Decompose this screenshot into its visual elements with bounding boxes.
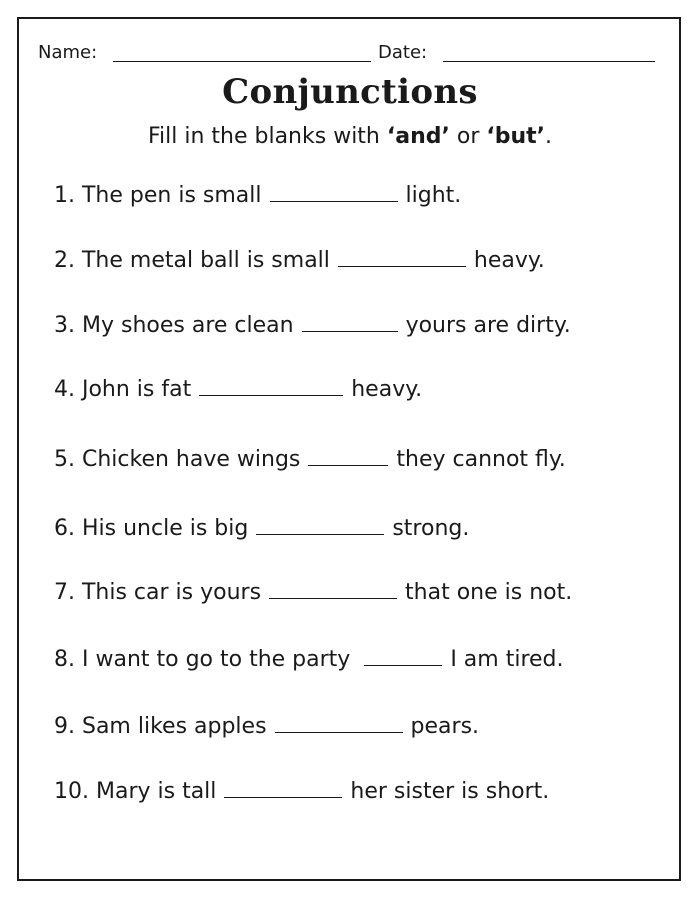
- question-text-end: they cannot fly.: [396, 447, 566, 472]
- question-2: [54, 246, 545, 276]
- question-text-end: heavy.: [351, 377, 423, 402]
- question-text-end: yours are dirty.: [405, 313, 571, 338]
- date-label: Date:: [378, 42, 428, 63]
- question-text: 10. Mary is tall: [54, 779, 217, 804]
- question-1: [54, 181, 461, 211]
- question-10: [54, 777, 549, 807]
- instructions-middle: or: [449, 124, 487, 149]
- question-text-end: I am tired.: [450, 647, 564, 672]
- question-text: 4. John is fat: [54, 377, 192, 402]
- question-8: [54, 645, 564, 675]
- question-text: 7. This car is yours: [54, 580, 262, 605]
- option-and: ‘and’: [386, 124, 450, 149]
- question-text-end: light.: [405, 183, 462, 208]
- question-5: [54, 445, 566, 475]
- question-text-end: pears.: [410, 714, 480, 739]
- question-text-end: that one is not.: [405, 580, 573, 605]
- answer-blank[interactable]: [338, 246, 466, 267]
- question-text: 2. The metal ball is small: [54, 248, 330, 273]
- question-text-end: her sister is short.: [350, 779, 550, 804]
- question-text: 3. My shoes are clean: [54, 313, 294, 338]
- answer-blank[interactable]: [308, 445, 388, 466]
- answer-blank[interactable]: [364, 645, 442, 666]
- question-3: [54, 311, 571, 341]
- instructions: [0, 124, 700, 149]
- instructions-prefix: Fill in the blanks with: [147, 124, 387, 149]
- name-field[interactable]: [113, 61, 371, 62]
- question-9: [54, 712, 479, 742]
- question-text-end: heavy.: [473, 248, 545, 273]
- question-7: [54, 578, 572, 608]
- question-text: 1. The pen is small: [54, 183, 262, 208]
- answer-blank[interactable]: [275, 712, 403, 733]
- name-label: Name:: [38, 42, 98, 63]
- answer-blank[interactable]: [224, 777, 342, 798]
- question-text-end: strong.: [392, 516, 470, 541]
- answer-blank[interactable]: [256, 514, 384, 535]
- page-title: Conjunctions: [222, 72, 478, 112]
- instructions-suffix: .: [545, 124, 553, 149]
- header-fields: [38, 42, 658, 66]
- question-text: 9. Sam likes apples: [54, 714, 267, 739]
- question-text: 6. His uncle is big: [54, 516, 249, 541]
- answer-blank[interactable]: [199, 375, 343, 396]
- answer-blank[interactable]: [302, 311, 398, 332]
- question-text: 8. I want to go to the party: [54, 647, 351, 672]
- date-field[interactable]: [443, 61, 655, 62]
- answer-blank[interactable]: [270, 181, 398, 202]
- answer-blank[interactable]: [269, 578, 397, 599]
- option-but: ‘but’: [486, 124, 546, 149]
- question-text: 5. Chicken have wings: [54, 447, 301, 472]
- question-6: [54, 514, 469, 544]
- question-4: [54, 375, 422, 405]
